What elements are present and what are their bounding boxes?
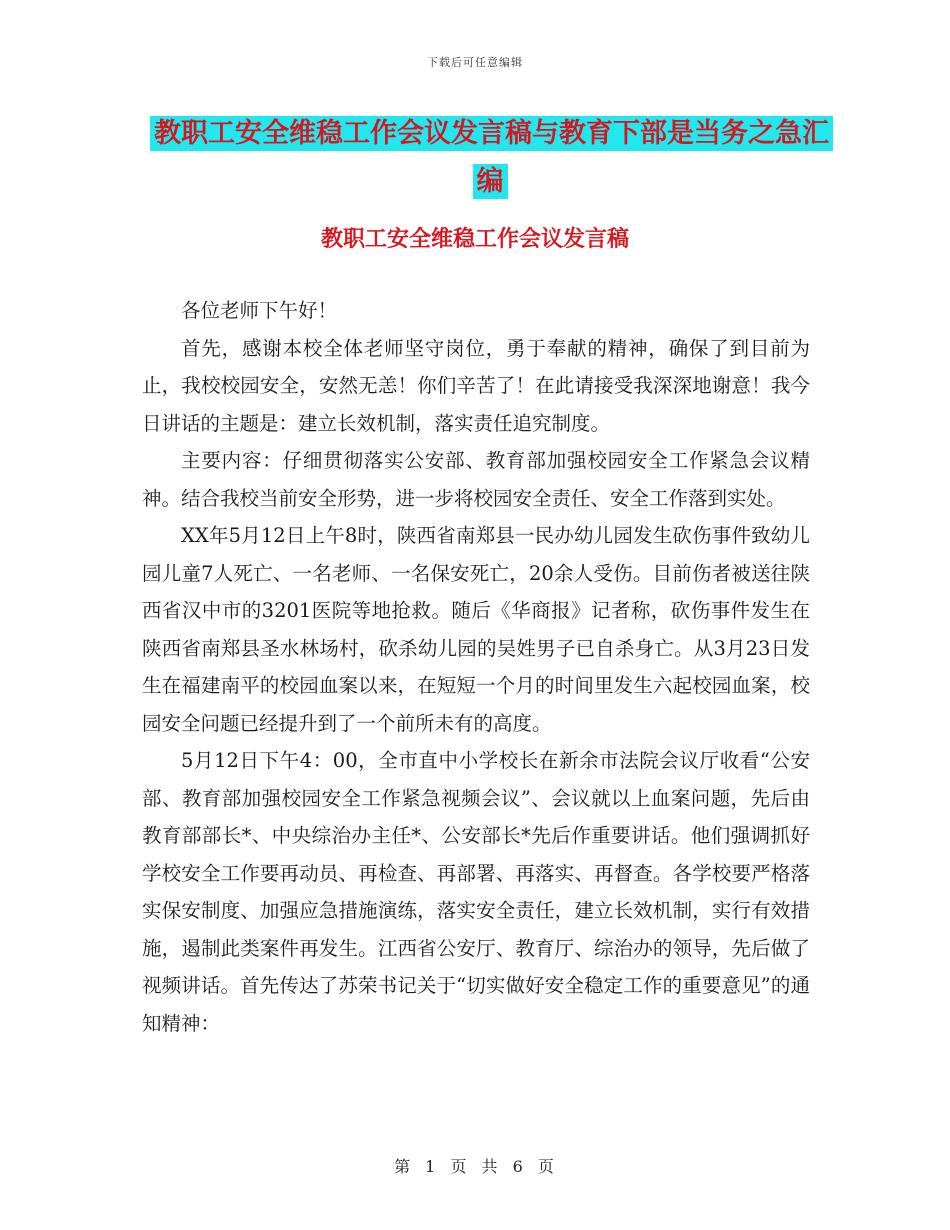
- paragraph-meeting: 5月12日下午4：00，全市直中小学校长在新余市法院会议厅收看“公安部、教育部加强校园安全工作紧急视频会议”、会议就以上血案问题，先后由教育部部长*、中央综治办主任*、公安部长*先后作重要讲话。他们强调抓好学校安全工作要再动员、再检查、再部署、再落实、再督查。各学校要严格落实保安制度、加强应急措施演练，落实安全责任，建立长效机制，实行有效措施，遏制此类案件再发生。江西省公安厅、教育厅、综治办的领导，先后做了视频讲话。首先传达了苏荣书记关于“切实做好安全稳定工作的重要意见”的通知精神：: [142, 749, 810, 1035]
- paragraph-main-content: 主要内容：仔细贯彻落实公安部、教育部加强校园安全工作紧急会议精神。结合我校当前安全形势，进一步将校园安全责任、安全工作落到实处。: [142, 449, 810, 510]
- paragraph-incident: XX年5月12日上午8时，陕西省南郑县一民办幼儿园发生砍伤事件致幼儿园儿童7人死亡、一名老师、一名保安死亡，20余人受伤。目前伤者被送往陕西省汉中市的3201医院等地抢救。随后《华商报》记者称，砍伤事件发生在陕西省南郑县圣水林场村，砍杀幼儿园的吴姓男子已自杀身亡。从3月23日发生在福建南平的校园血案以来，在短短一个月的时间里发生六起校园血案，校园安全问题已经提升到了一个前所未有的高度。: [142, 524, 810, 735]
- document-title: [150, 110, 830, 206]
- document-body: [142, 292, 810, 1042]
- document-title-text: 教职工安全维稳工作会议发言稿与教育下部是当务之急汇编: [150, 116, 833, 199]
- section-title: 教职工安全维稳工作会议发言稿: [320, 227, 629, 252]
- paragraph-greeting: 各位老师下午好！: [181, 299, 338, 322]
- paragraph-thanks: 首先，感谢本校全体老师坚守岗位，勇于奉献的精神，确保了到目前为止，我校校园安全，安然无恙！你们辛苦了！在此请接受我深深地谢意！我今日讲话的主题是：建立长效机制，落实责任追究制度。: [142, 336, 810, 435]
- header-note: 下载后可任意编辑: [427, 56, 523, 69]
- page-footer: 第 1 页 共 6 页: [394, 1157, 556, 1176]
